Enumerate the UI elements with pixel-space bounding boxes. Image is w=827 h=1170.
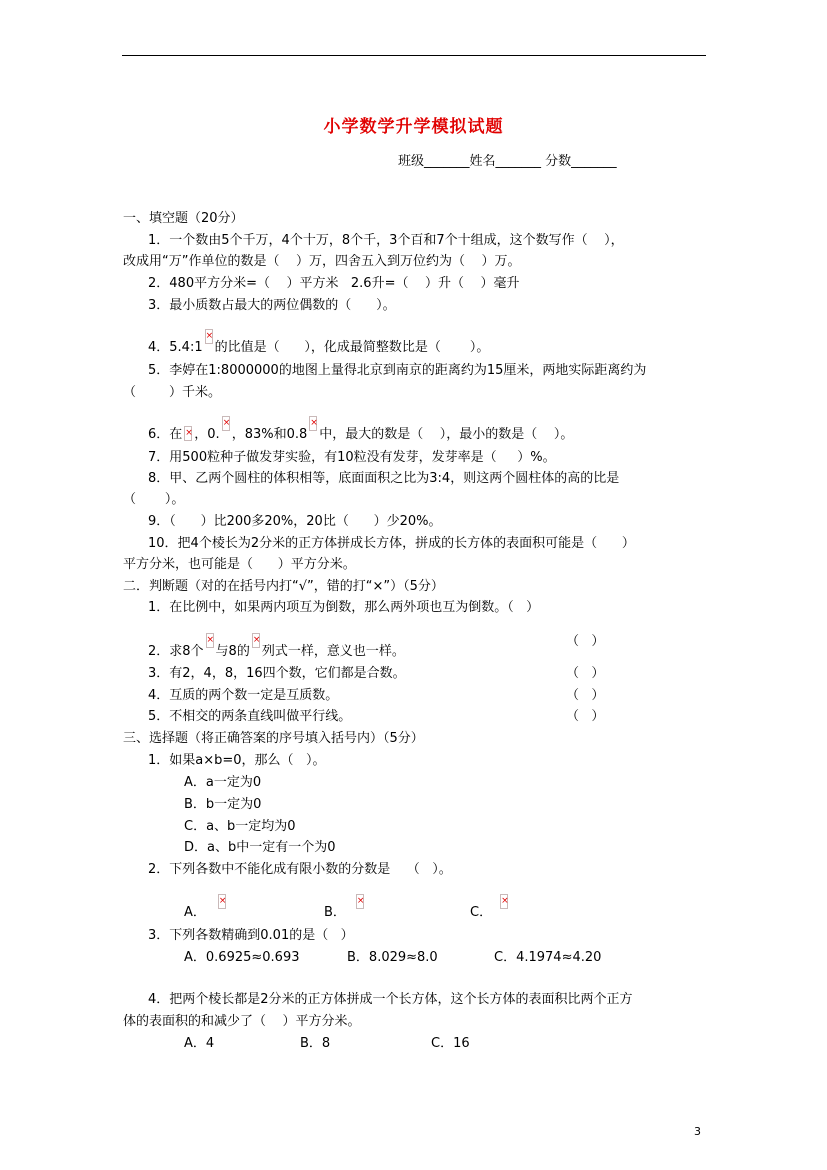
student-info-line: 班级_______姓名_______ 分数_______ xyxy=(398,154,617,169)
s1-q8-line2: （ ）。 xyxy=(123,492,185,507)
section-3-heading: 三、选择题（将正确答案的序号填入括号内）（5分） xyxy=(123,731,424,746)
s3-q1-option-b: B．b一定为0 xyxy=(184,797,262,812)
s3-q2-option-b: B． × xyxy=(324,894,366,922)
broken-image-icon xyxy=(205,329,213,344)
s3-q4-line1: 4．把两个棱长都是2分米的正方体拼成一个长方体，这个长方体的表面积比两个正方 xyxy=(148,992,633,1007)
header-rule xyxy=(122,55,706,56)
s2-q3-bracket: （ ） xyxy=(566,666,605,681)
s3-q1-option-a: A．a一定为0 xyxy=(184,775,262,790)
s1-q7: 7．用500粒种子做发芽实验，有10粒没有发芽，发芽率是（ ）%。 xyxy=(148,450,556,465)
s3-q3-option-b: B．8.029≈8.0 xyxy=(347,950,438,965)
s1-q3: 3．最小质数占最大的两位偶数的（ ）。 xyxy=(148,298,396,313)
s2-q2-bracket: （ ） xyxy=(566,634,605,649)
broken-image-icon xyxy=(222,416,230,431)
s3-q3: 3．下列各数精确到0.01的是（ ） xyxy=(148,928,354,943)
s2-q3: 3．有2，4，8，16四个数，它们都是合数。 xyxy=(148,666,406,681)
broken-image-icon xyxy=(184,426,192,441)
s3-q1: 1．如果a×b=0，那么（ ）。 xyxy=(148,753,326,768)
s1-q10-line2: 平方分米，也可能是（ ）平方分米。 xyxy=(123,557,356,572)
s2-q4-bracket: （ ） xyxy=(566,688,605,703)
broken-image-icon xyxy=(309,416,317,431)
s1-q2: 2．480平方分米=（ ）平方米 2.6升=（ ）升（ ）毫升 xyxy=(148,276,520,291)
s3-q2: 2．下列各数中不能化成有限小数的分数是 （ ）。 xyxy=(148,862,452,877)
broken-image-icon xyxy=(500,894,508,909)
s1-q8-line1: 8．甲、乙两个圆柱的体积相等，底面面积之比为3:4，则这两个圆柱体的高的比是 xyxy=(148,471,620,486)
s3-q4-option-a: A．4 xyxy=(184,1036,215,1051)
s1-q5-line1: 5．李婷在1:8000000的地图上量得北京到南京的距离约为15厘米，两地实际距离约为 xyxy=(148,363,647,378)
s1-q4: 4．5.4:1 × 的比值是（ ），化成最简整数比是（ ）。 xyxy=(148,329,489,357)
s1-q9: 9．（ ）比200多20%，20比（ ）少20%。 xyxy=(148,514,442,529)
page-number: 3 xyxy=(694,1125,701,1138)
broken-image-icon xyxy=(356,894,364,909)
s2-q1: 1．在比例中，如果两内项互为倒数，那么两外项也互为倒数。（ ） xyxy=(148,600,540,615)
s3-q3-option-c: C．4.1974≈4.20 xyxy=(494,950,602,965)
s3-q1-option-d: D．a、b中一定有一个为0 xyxy=(184,840,336,855)
s3-q2-option-c: C． × xyxy=(470,894,510,922)
s1-q5-line2: （ ）千米。 xyxy=(123,385,222,400)
s1-q6: 6．在 × ，0. × ，83%和0.8 × 中，最大的数是（ ），最小的数是（ ）。 xyxy=(148,416,573,444)
broken-image-icon xyxy=(206,633,214,648)
broken-image-icon xyxy=(252,633,260,648)
s1-q10-line1: 10．把4个棱长为2分米的正方体拼成长方体，拼成的长方体的表面积可能是（ ） xyxy=(148,536,635,551)
s3-q2-option-a: A． × xyxy=(184,894,228,922)
section-1-heading: 一、填空题（20分） xyxy=(123,211,244,226)
s3-q1-option-c: C．a、b一定均为0 xyxy=(184,819,296,834)
s2-q5-bracket: （ ） xyxy=(566,709,605,724)
s1-q1-line2: 改成用“万”作单位的数是（ ）万，四舍五入到万位约为（ ）万。 xyxy=(123,254,521,269)
s1-q1-line1: 1．一个数由5个千万，4个十万，8个千，3个百和7个十组成，这个数写作（ ）， xyxy=(148,233,624,248)
broken-image-icon xyxy=(218,894,226,909)
s3-q4-option-c: C．16 xyxy=(431,1036,470,1051)
s2-q5: 5．不相交的两条直线叫做平行线。 xyxy=(148,709,352,724)
section-2-heading: 二．判断题（对的在括号内打“√”，错的打“×”）（5分） xyxy=(123,579,444,594)
s2-q2: 2．求8个 × 与8的 × 列式一样，意义也一样。 xyxy=(148,633,405,661)
s3-q3-option-a: A．0.6925≈0.693 xyxy=(184,950,300,965)
s2-q4: 4．互质的两个数一定是互质数。 xyxy=(148,688,339,703)
s3-q4-line2: 体的表面积的和减少了（ ）平方分米。 xyxy=(123,1014,361,1029)
s3-q4-option-b: B．8 xyxy=(300,1036,331,1051)
page-title: 小学数学升学模拟试题 xyxy=(323,117,504,137)
